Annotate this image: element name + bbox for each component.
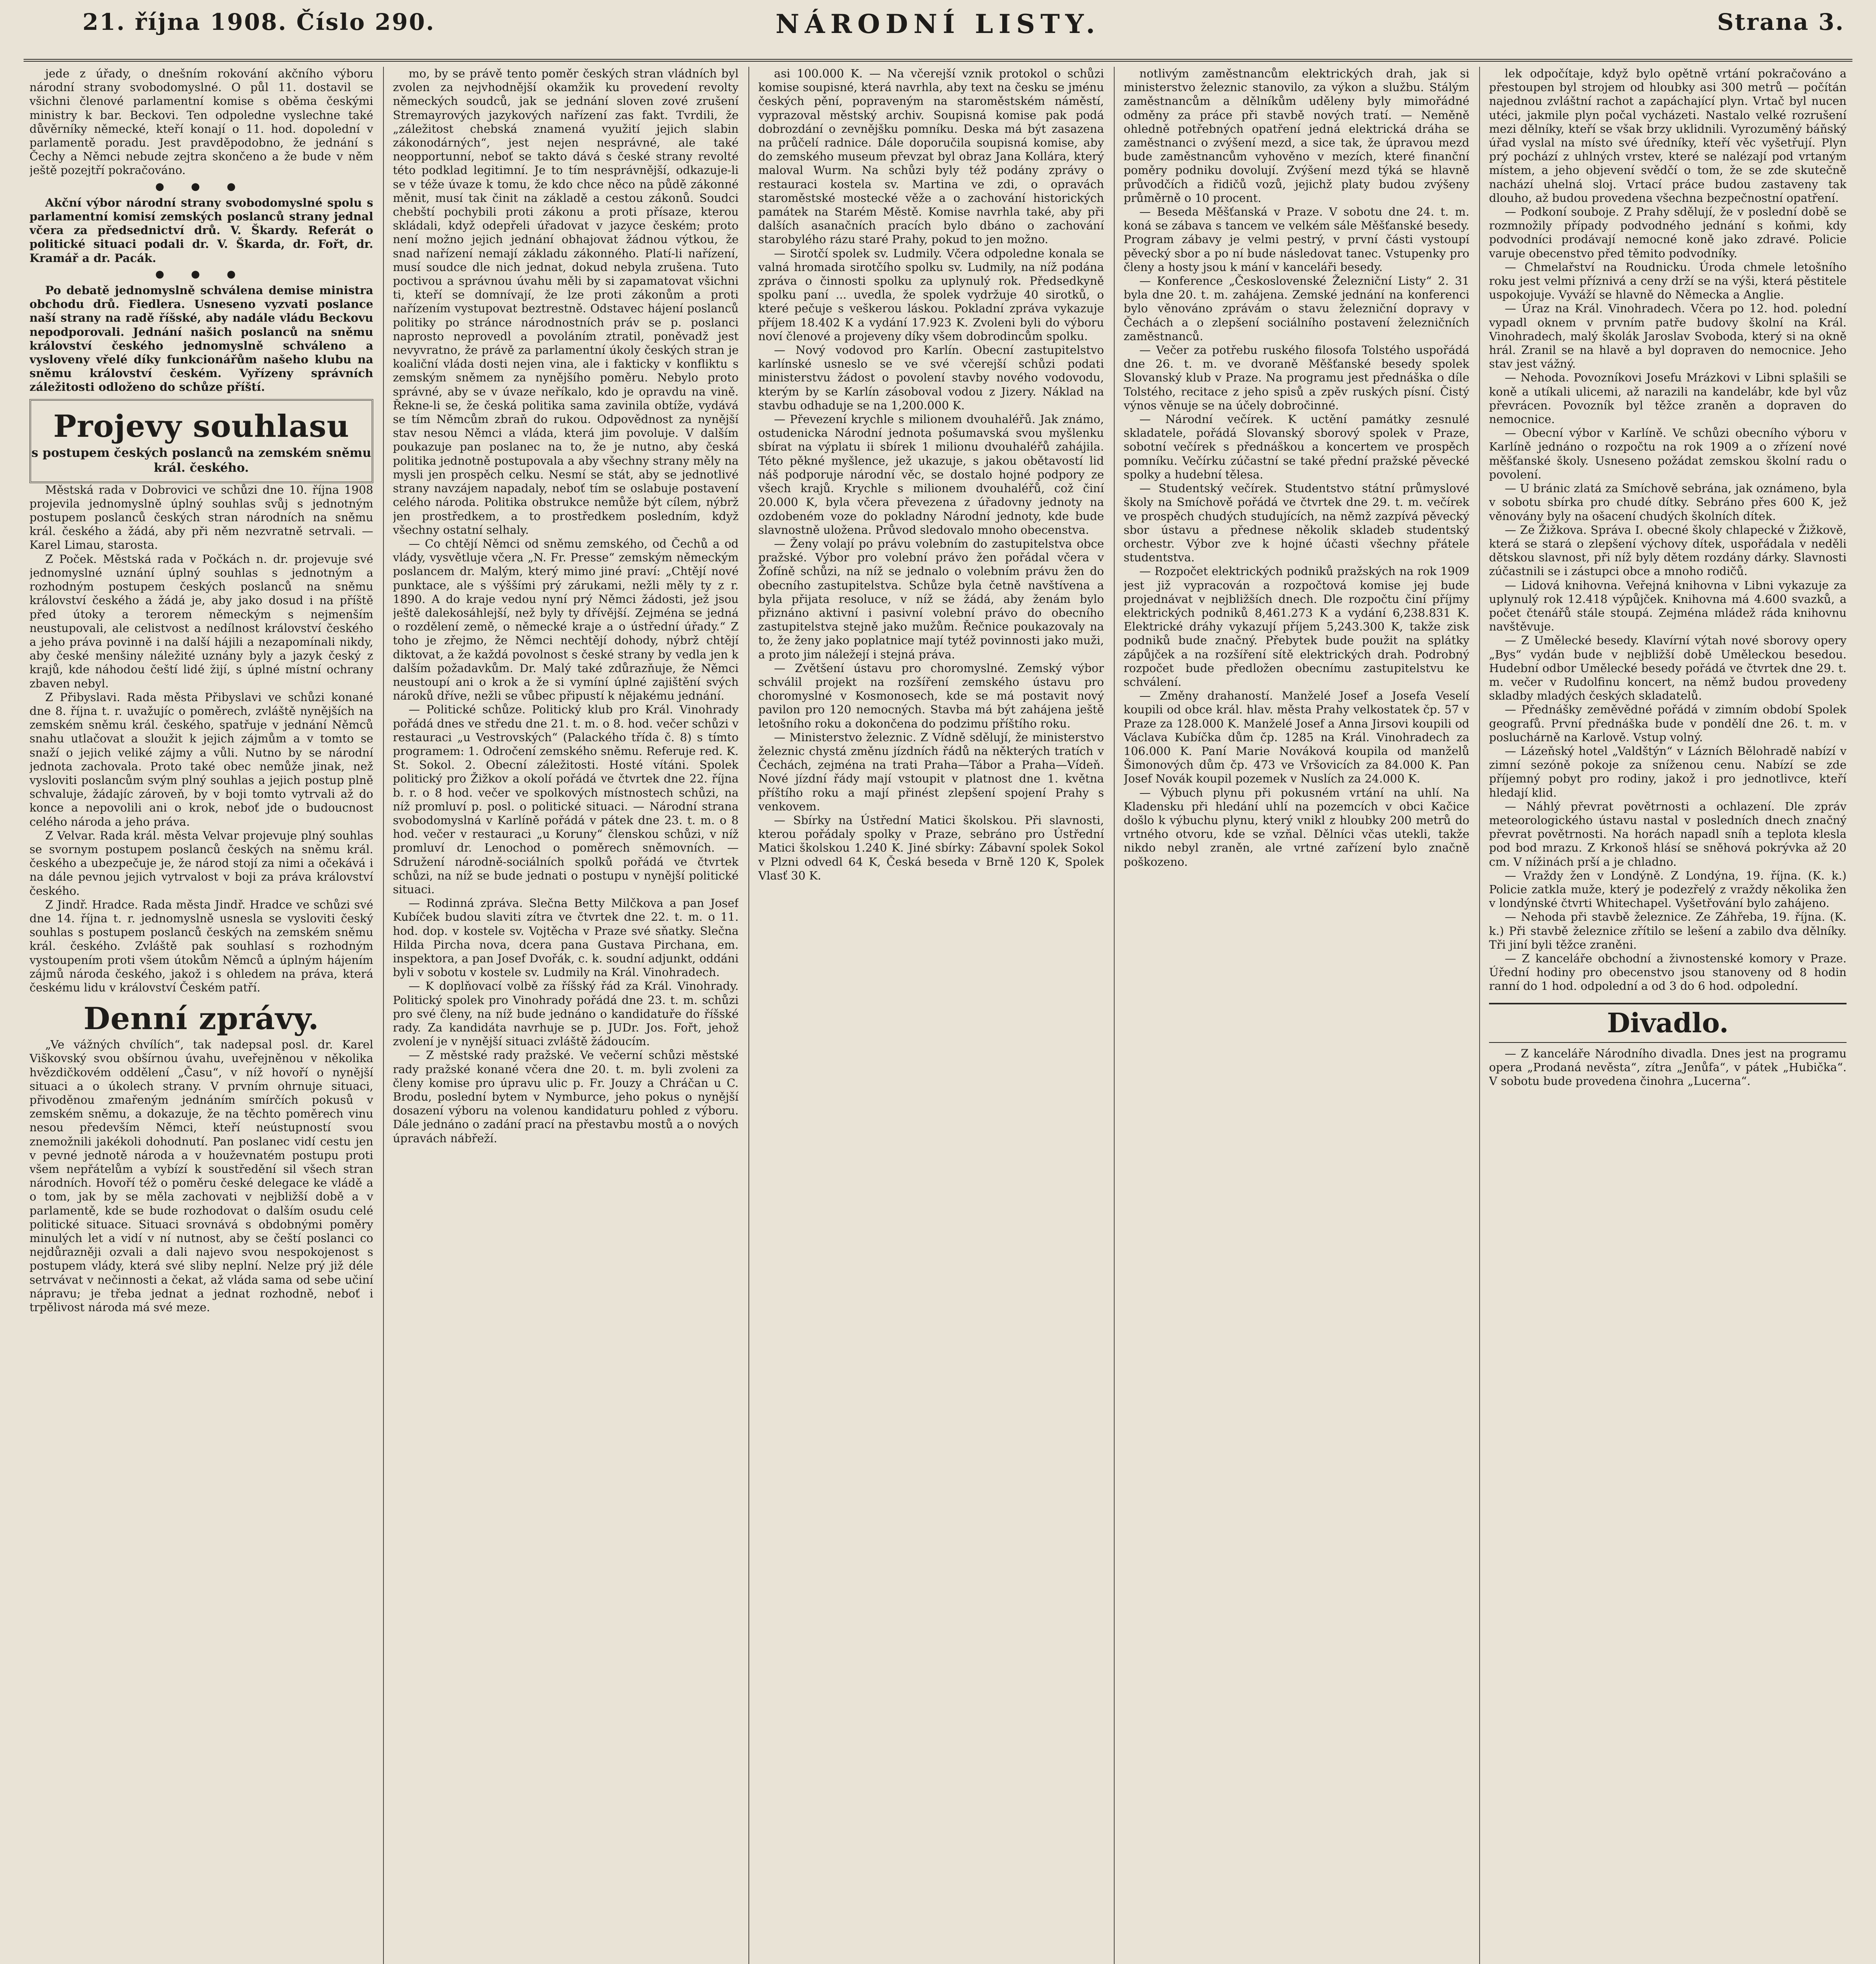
section-heading-divadlo: Divadlo. [1489, 1003, 1847, 1043]
paragraph: — Náhlý převrat povětrnosti a ochlazení. Dle zpráv meteorologického ústavu nastal v posledních dnech značný převrat povětrnosti. Na horách napadl sníh a teplota klesla pod bod mrazu. Z Krkonoš hlásí se sněhová pokrývka až 20 cm. V nížinách prší a je chladno. [1489, 799, 1847, 868]
column-1 [29, 67, 373, 1964]
paragraph: — Přednášky zeměvědné pořádá v zimním období Spolek geografů. První přednáška bude v pondělí dne 26. t. m. v posluchárně na Karlově. Vstup volný. [1489, 703, 1847, 744]
paragraph: Z Jindř. Hradce. Rada města Jindř. Hradce ve schůzi své dne 14. října t. r. jednomyslně usnesla se vysloviti český souhlas s postupem poslanců českých na zemském sněmu král. českého. Zvláště pak souhlasí s rozhodným vystoupením proti všem útokům Němců a úplným hájením zájmů národa českého, jakož i s ohledem na práva, která českému lidu v království Českém patří. [29, 898, 373, 994]
paragraph: — Chmelařství na Roudnicku. Úroda chmele letošního roku jest velmi příznivá a ceny drží se na výši, která pěstitele uspokojuje. Vyváží se hlavně do Německa a Anglie. [1489, 260, 1847, 302]
paragraph: — Rodinná zpráva. Slečna Betty Milčkova a pan Josef Kubíček budou slaviti zítra ve čtvrtek dne 22. t. m. o 11. hod. dop. v kostele sv. Vojtěcha v Praze své sňatky. Slečna Hilda Pircha nova, dcera pana Gustava Pirchana, em. inspektora, a pan Josef Dvořák, c. k. soudní adjunkt, oddáni byli v sobotu v kostele sv. Ludmily na Král. Vinohradech. [393, 896, 739, 979]
paragraph: — Sirotčí spolek sv. Ludmily. Včera odpoledne konala se valná hromada sirotčího spolku sv. Ludmily, na níž podána zpráva o činnosti spolku za uplynulý rok. Předsedkyně spolku paní ... uvedla, že spolek vydržuje 40 sirotků, o které pečuje s veškerou láskou. Pokladní zpráva vykazuje příjem 18.402 K a vydání 17.923 K. Zvoleni byli do výboru noví členové a projeveny díky všem dobrodincům spolku. [758, 246, 1104, 343]
column-rule [383, 67, 384, 1964]
paragraph: asi 100.000 K. — Na včerejší vznik protokol o schůzi komise soupisné, která navrhla, aby text na česku se jménu českých pění, popraveným na staroměstském náměstí, vyprazoval městský archiv. Soupisná komise pak podá dobrozdání o zevnějšku pomníku. Deska má být zasazena na průčelí radnice. Dále doporučila soupisná komise, aby do zemského museum převzat byl obraz Jana Kollára, který maloval Wurm. Na schůzi byly též podány zprávy o restauraci kostela sv. Martina ve zdi, o opravách staroměstské mostecké věže a o zachování historických památek na Starém Městě. Komise navrhla také, aby při dalších asanačních pracích bylo dbáno o zachování starobylého rázu staré Prahy, pokud to jen možno. [758, 67, 1104, 246]
section-heading-projevy: Projevy souhlasu [53, 408, 350, 444]
paragraph: Z Poček. Městská rada v Počkách n. dr. projevuje své jednomyslné uznání úplný souhlas s jednotným a rozhodným postupem českých poslanců na sněmu království českého a žádá je, aby jako dosud i na příště před útoky a terorem německým s nejmenším neustupovali, ale celistvost a nedílnost království českého a jeho práva povinně i na další hájili a nezapomínali nikdy, aby české menšiny náležité uznány byly a jazyk český z krajů, kde náhodou čeští lidé žijí, s úplné místní ochrany zbaven nebyl. [29, 552, 373, 690]
paragraph: — Studentský večírek. Studentstvo státní průmyslové školy na Smíchově pořádá ve čtvrtek dne 29. t. m. večírek ve prospěch chudých studujících, na němž zazpívá pěvecký sbor ústavu a přednese několik skladeb studentský orchestr. Výbor zve k hojné účasti všechny přátele studentstva. [1124, 482, 1469, 564]
paragraph: lek odpočítaje, když bylo opětně vrtání pokračováno a přestoupen byl strojem od hloubky asi 300 metrů — počítán najednou zvláštní rachot a zapáchající plyn. Vrtač byl nucen utéci, jakmile plyn počal vycházeti. Nastalo velké rozrušení mezi dělníky, kteří se však brzy uklidnili. Vyrozuměný báňský úřad vyslal na místo své úředníky, kteří věc vyšetřují. Plyn prý pochází z uhlných vrstev, které se nalézají pod vrtaným místem, a jeho objevení svědčí o tom, že se zde skutečně nachází uhelná sloj. Vrtací práce budou zastaveny tak dlouho, až budou provedena všechna bezpečnostní opatření. [1489, 67, 1847, 205]
paragraph: — Výbuch plynu při pokusném vrtání na uhlí. Na Kladensku při hledání uhlí na pozemcích v obci Kačice došlo k výbuchu plynu, který vnikl z hloubky 200 metrů do vrtného otvoru, kde se vzňal. Dělníci včas utekli, takže nikdo nebyl zraněn, ale vrtné zařízení bylo značně poškozeno. [1124, 786, 1469, 868]
paragraph: — Převezení krychle s milionem dvouhaléřů. Jak známo, ostudenicka Národní jednota pošumavská svou myšlenku sbírat na výplatu ii sbírek 1 milionu dvouhaléřů zahájila. Této pěkné myšlence, jež ukazuje, s jakou obětavostí lid náš podporuje národní věc, se dostalo hojné podpory ze všech krajů. Krychle s milionem dvouhaléřů, což činí 20.000 K, byla včera převezena z úřadovny jednoty na ozdobeném voze do pokladny Národní jednoty, kde bude slavnostně uložena. Průvod sledovalo mnoho obecenstva. [758, 412, 1104, 537]
column-rule [1114, 67, 1115, 1964]
paragraph: — Politické schůze. Politický klub pro Král. Vinohrady pořádá dnes ve středu dne 21. t. m. o 8. hod. večer schůzi v restauraci „u Vestrovských“ (Palackého třída č. 8) s tímto programem: 1. Odročení zemského sněmu. Referuje red. K. St. Sokol. 2. Obecní záležitosti. Hosté vítáni. Spolek politický pro Žižkov a okolí pořádá ve čtvrtek dne 22. října b. r. o 8 hod. večer ve spolkových místnostech schůzi, na níž promluví p. posl. o politické situaci. — Národní strana svobodomyslná v Karlíně pořádá v pátek dne 23. t. m. o 8 hod. večer v restauraci „u Koruny“ členskou schůzi, v níž promluví dr. Lenochod o poměrech sněmovních. — Sdružení národně-sociálních spolků pořádá ve čtvrtek schůzi, na níž se bude jednati o postupu v nynější politické situaci. [393, 703, 739, 896]
paragraph: Městská rada v Dobrovici ve schůzi dne 10. října 1908 projevila jednomyslně úplný souhlas svůj s jednotným postupem poslanců českých stran národních na sněmu král. českého a žádá, aby při něm nezvratně setrvali. — Karel Limau, starosta. [29, 483, 373, 552]
paragraph: — K doplňovací volbě za říšský řád za Král. Vinohrady. Politický spolek pro Vinohrady pořádá dne 23. t. m. schůzi pro své členy, na níž bude jednáno o kandidatuře do říšské rady. Za kandidáta navrhuje se p. JUDr. Jos. Fořt, jehož zvolení je v nynější situaci zvláště žádoucím. [393, 979, 739, 1048]
issue-date: 21. října 1908. Číslo 290. [83, 9, 435, 35]
paragraph: — Podkoní souboje. Z Prahy sdělují, že v poslední době se rozmnožily případy podvodného jednání s koňmi, kdy podvodníci prodávají nemocné koně jako zdravé. Policie varuje obecenstvo před těmito podvodníky. [1489, 205, 1847, 260]
paragraph: — Co chtějí Němci od sněmu zemského, od Čechů a od vlády, vysvětluje včera „N. Fr. Presse“ zemským německým poslancem dr. Malým, který mimo jiné praví: „Chtějí nové punktace, ale s výššími prý zárukami, nežli měly ty z r. 1890. A do kraje vedou nyní prý Němci žádosti, jež jsou ještě dalekosáhlejší, než byly ty dřívější. Zejména se jedná o rozdělení země, o německé kraje a o ústřední úřady.“ Z toho je zřejmo, že Němci nechtějí dohody, nýbrž chtějí diktovat, a že každá povolnost s české strany by vedla jen k dalším požadavkům. Dr. Malý také zdůrazňuje, že Němci neustoupí ani o krok a že si vymíní úplné zajištění svých nároků dříve, nežli se vůbec připustí k nějakému jednání. [393, 537, 739, 703]
page-number: Strana 3. [1717, 9, 1845, 35]
paragraph: — Nehoda při stavbě železnice. Ze Záhřeba, 19. října. (K. k.) Při stavbě železnice zřítilo se lešení a zabilo dva dělníky. Tři jiní byli těžce zraněni. [1489, 910, 1847, 951]
paragraph: — Lidová knihovna. Veřejná knihovna v Libni vykazuje za uplynulý rok 12.418 výpůjček. Knihovna má 4.600 svazků, a počet čtenářů stále stoupá. Zejména mládež ráda knihovnu navštěvuje. [1489, 578, 1847, 634]
paragraph: — Beseda Měšťanská v Praze. V sobotu dne 24. t. m. koná se zábava s tancem ve velkém sále Měšťanské besedy. Program zábavy je velmi pestrý, v první části vystoupí pěvecký sbor a po ní bude následovat tanec. Vstupenky pro členy a hosty jsou k mání v kanceláři besedy. [1124, 205, 1469, 274]
paragraph: — Večer za potřebu ruského filosofa Tolstého uspořádá dne 26. t. m. ve dvoraně Měšťanské besedy spolek Slovanský klub v Praze. Na programu jest přednáška o díle Tolstého, recitace z jeho spisů a zpěv ruských písní. Čistý výnos věnuje se na účely dobročinné. [1124, 343, 1469, 412]
paragraph: „Ve vážných chvílích“, tak nadepsal posl. dr. Karel Viškovský svou obšírnou úvahu, uveřejněnou v několika hvězdičkovém oddělení „Času“, v níž hovoří o nynější situaci a o úkolech strany. V prvním ohrnuje situaci, přivoděnou zmařeným jednáním smírčích pokusů v zemském sněmu, a dokazuje, že na těchto poměrech vinu nesou především Němci, kteří neústupností svou znemožnili jakékoli dohodnutí. Pan poslanec vidí cestu jen v pevné jednotě národa a v houževnatém postupu proti všem nepřátelům a vybízí k soustředění sil všech stran národních. Hovoří též o poměru české delegace ke vládě a o tom, jak by se měla zachovati v nejbližší době a v parlamentě, kde se bude rozhodovat o dalším osudu celé politické situace. Situaci srovnává s obdobnými poměry minulých let a vidí v ní nutnost, aby se čeští poslanci co nejdůrazněji ozvali a dali najevo svou nespokojenost s postupem vlády, která své sliby neplní. Nelze prý již déle setrvávat v nečinnosti a čekat, až vláda sama od sebe učiní nápravu; je třeba jednat a jednat rozhodně, neboť i trpělivost národa má své meze. [29, 1038, 373, 1314]
paragraph: — Z kanceláře Národního divadla. Dnes jest na programu opera „Prodaná nevěsta“, zítra „Jenůfa“, v pátek „Hubička“. V sobotu bude provedena činohra „Lucerna“. [1489, 1046, 1847, 1088]
column-5 [1489, 67, 1847, 1964]
paragraph: — Ze Žižkova. Správa I. obecné školy chlapecké v Žižkově, která se stará o zlepšení výchovy dítek, uspořádala v neděli dětskou slavnost, při níž byly dětem rozdány dárky. Slavnosti zúčastnili se i zástupci obce a mnoho rodičů. [1489, 523, 1847, 578]
paragraph: — Zvětšení ústavu pro choromyslné. Zemský výbor schválil projekt na rozšíření zemského ústavu pro choromyslné v Kosmonosech, kde se má postavit nový pavilon pro 120 nemocných. Stavba má být zahájena ještě letošního roku a dokončena do podzimu příštího roku. [758, 661, 1104, 730]
separator-dots: ● ● ● [155, 268, 248, 280]
notice-fiedler-resignation: Po debatě jednomyslně schválena demise ministra obchodu drů. Fiedlera. Usneseno vyzvati poslance naší strany na radě říšské, aby nadále vládu Beckovu nepodporovali. Jednání našich poslanců na sněmu království českého jednomyslně schváleno a vysloveny vřelé díky funkcionářům našeho klubu na sněmu království českém. Vyřízeny správních záležitosti odloženo do schůze příští. [29, 284, 373, 394]
column-rule [1479, 67, 1480, 1964]
paragraph: — Z Umělecké besedy. Klavírní výtah nové sborovy opery „Bys“ vydán bude v nejbližší době Uměleckou besedou. Hudební odbor Umělecké besedy pořádá ve čtvrtek dne 29. t. m. večer v Rudolfinu koncert, na němž budou provedeny skladby mladých českých skladatelů. [1489, 634, 1847, 703]
paragraph: — Nehoda. Povozníkovi Josefu Mrázkovi v Libni splašili se koně a utíkali ulicemi, až narazili na kandelábr, kde byl vůz převrácen. Povozník byl těžce zraněn a dopraven do nemocnice. [1489, 371, 1847, 426]
paragraph: mo, by se právě tento poměr českých stran vládních byl zvolen za nejvhodnější okamžik ku provedení revolty německých soudců, jak se jednání sloven zové zrušení Stremayrových jazykových nařízení zas fakt. Tvrdili, že „záležitost chebská znamená využití jejich slabin zákonodárných“, jest nejen nesprávné, ale také neopportunní, neboť se takto dává s české strany revolté této podklad legitimní. Je to tím nesprávnější, odkazuje-li se v téže úvaze k tomu, že kdo chce něco na půdě zákonné měnit, musí tak činit na základě a cestou zákonů. Soudci chebští pochybili proti zákonu a proti přísaze, kterou skládali, když odepřeli úřadovat v jazyce českém; proto není možno jejich jednání obhajovat žádnou výtkou, že snad nařízení nemají základu zákonného. Platí-li nařízení, musí soudce dle nich jednat, dokud nebyla zrušena. Tuto poctivou a správnou úvahu měli by si zapamatovat všichni ti, kteří se domnívají, že lze proti zákonům a proti nařízením vystupovat beztrestně. Odstavec hájení poslanců politiky po stránce národnostních práv se p. poslanci naprosto neprovedl a povoláním ztratil, poněvadž jest nevyvratno, že právě za parlamentní úkoly českých stran je koaliční vláda dosti nejen vina, ale i fakticky v konfliktu s zemským sněmem za nynějšího poměru. Nebylo proto správné, aby se v úvaze neříkalo, kdo je opravdu na vině. Řekne-li se, že česká politika sama zavinila obtíže, vydává se tím Němcům zbraň do rukou. Odpovědnost za nynější stav nesou Němci a vláda, která jim povoluje. V dalším poukazuje pan poslanec na to, že je nutno, aby česká politika jednotně postupovala a aby všechny strany měly na mysli jen prospěch celku. Nesmí se stát, aby se jednotlivé strany navzájem napadaly, neboť tím se oslabuje postavení celého národa. Politika obstrukce nemůže být cílem, nýbrž jen prostředkem, a to prostředkem posledním, když všechny ostatní selhaly. [393, 67, 739, 537]
page-header [24, 0, 1852, 62]
column-rule [748, 67, 749, 1964]
masthead: NÁRODNÍ LISTY. [776, 9, 1100, 39]
column-2 [393, 67, 739, 1964]
boxed-heading-block [29, 399, 373, 483]
paragraph: — Obecní výbor v Karlíně. Ve schůzi obecního výboru v Karlíně jednáno o rozpočtu na rok 1909 a o zřízení nové měšťanské školy. Usneseno požádat zemskou školní radu o povolení. [1489, 426, 1847, 481]
paragraph: Z Přibyslavi. Rada města Přibyslavi ve schůzi konané dne 8. října t. r. uvažujíc o poměrech, zvláště nynějších na zemském sněmu král. českého, spatřuje v jednání Němců snahu utlačovat a sloužit k jejich zájmům a v tomto se snaží o jejich veliké zájmy a vůli. Nutno by se národní jednota zachovala. Proto také obec nemůže jinak, než vysloviti poslancům svým plný souhlas a jejich postup plně schvaluje, žádajíc zároveň, by v boji tomto vytrvali až do konce a nepovolili ani o krok, neboť jde o budoucnost celého národa a jeho práva. [29, 690, 373, 828]
section-heading-denni-zpravy: Denní zprávy. [83, 1001, 319, 1037]
paragraph: — Ministerstvo železnic. Z Vídně sdělují, že ministerstvo železnic chystá změnu jízdních řádů na některých tratích v Čechách, zejména na trati Praha—Tábor a Praha—Vídeň. Nové jízdní řády mají vstoupit v platnost dne 1. května příštího roku a mají přinést zlepšení spojení Prahy s venkovem. [758, 730, 1104, 813]
paragraph: — Vraždy žen v Londýně. Z Londýna, 19. října. (K. k.) Policie zatkla muže, který je podezřelý z vraždy několika žen v londýnské čtvrti Whitechapel. Vyšetřování bylo zahájeno. [1489, 868, 1847, 910]
paragraph: — Sbírky na Ústřední Matici školskou. Při slavnosti, kterou pořádaly spolky v Praze, sebráno pro Ústřední Matici školskou 1.240 K. Jiné sbírky: Zábavní spolek Sokol v Plzni odvedl 64 K, Česká beseda v Brně 120 K, Spolek Vlasť 30 K. [758, 813, 1104, 882]
paragraph: — Nový vodovod pro Karlín. Obecní zastupitelstvo karlínské usneslo se ve své včerejší schůzi podati ministerstvu žádost o povolení stavby nového vodovodu, kterým by se Karlín zásoboval vodou z Jizery. Náklad na stavbu odhaduje se na 1,200.000 K. [758, 343, 1104, 412]
paragraph: — Konference „Československé Železniční Listy“ 2. 31 byla dne 20. t. m. zahájena. Zemské jednání na konferenci bylo věnováno zprávám o stavu železniční dopravy v Čechách a o zlepšení sociálního postavení železničních zaměstnanců. [1124, 274, 1469, 343]
paragraph: — Ženy volají po právu volebním do zastupitelstva obce pražské. Výbor pro volební právo žen pořádal včera v Žofíně schůzi, na níž se jednalo o volebním právu žen do obecního zastupitelstva. Schůze byla četně navštívena a byla přijata resoluce, v níž se žádá, aby ženám bylo přiznáno aktivní i pasivní volební právo do obecního zastupitelstva stejně jako mužům. Řečnice poukazovaly na to, že ženy jako poplatnice mají tytéž povinnosti jako muži, a proto jim náležejí i stejná práva. [758, 537, 1104, 661]
paragraph: — Úraz na Král. Vinohradech. Včera po 12. hod. polední vypadl oknem v prvním patře budovy školní na Král. Vinohradech, malý školák Jaroslav Svoboda, který si na okně hrál. Zranil se na hlavě a byl dopraven do nemocnice. Jeho stav jest vážný. [1489, 302, 1847, 371]
notice-action-committee: Akční výbor národní strany svobodomyslné spolu s parlamentní komisí zemských poslanců strany jednal včera za předsednictví drů. V. Škardy. Referát o politické situaci podali dr. V. Škarda, dr. Fořt, dr. Kramář a dr. Pacák. [29, 196, 373, 265]
paragraph: — Národní večírek. K uctění památky zesnulé skladatele, pořádá Slovanský sborový spolek v Praze, sobotní večírek s přednáškou a koncertem ve prospěch pomníku. Večírku zúčastní se také přední pražské pěvecké spolky a hudební tělesa. [1124, 412, 1469, 481]
paragraph: — Změny drahaností. Manželé Josef a Josefa Veselí koupili od obce král. hlav. města Prahy velkostatek čp. 57 v Praze za 128.000 K. Manželé Josef a Anna Jirsovi koupili od Václava Kubíčka dům čp. 1285 na Král. Vinohradech za 106.000 K. Paní Marie Nováková koupila od manželů Šimonových dům čp. 473 ve Vršovicích za 84.000 K. Pan Josef Novák koupil pozemek v Nuslích za 24.000 K. [1124, 689, 1469, 786]
separator-dots: ● ● ● [155, 180, 248, 192]
paragraph: — Lázeňský hotel „Valdštýn“ v Lázních Bělohradě nabízí v zimní sezóně pokoje za sníženou cenu. Nabízí se zde příjemný pobyt pro rodiny, jakož i pro jednotlivce, kteří hledají klid. [1489, 744, 1847, 799]
paragraph: — Z kanceláře obchodní a živnostenské komory v Praze. Úřední hodiny pro obecenstvo jsou stanoveny od 8 hodin ranní do 1 hod. odpolední a od 3 do 6 hod. odpolední. [1489, 952, 1847, 993]
paragraph: — U bránic zlatá za Smíchově sebrána, jak oznámeno, byla v sobotu sbírka pro chudé dítky. Sebráno přes 600 K, jež věnovány byly na ošacení chudých školních dítek. [1489, 482, 1847, 523]
intro-text: jede z úřady, o dnešním rokování akčního výboru národní strany svobodomyslné. O půl 11. dostavil se všichni členové parlamentní komise s oběma českými ministry k bar. Beckovi. Ten odpoledne vyslechne také důvěrníky německé, kteří konají o 11. hod. dopolední v parlamentě poradu. Jest pravděpodobno, že jednání s Čechy a Němci nebude zejtra skončeno a že bude v něm ještě pozejtří pokračováno. [29, 67, 373, 177]
paragraph: notlivým zaměstnancům elektrických drah, jak si ministerstvo železnic stanovilo, za výkon a službu. Stálým zaměstnancům a dělníkům uděleny byly mimořádné odměny za práce při stavbě nových tratí. — Neměně ohledně potřebných opatření jedná elektrická dráha se zaměstnanci o zvýšení mezd, a sice tak, že úpravou mezd bude zaměstnancům vyhověno v mezích, které finanční poměry podniku dovolují. Zvýšení mezd týká se hlavně průvodčích a řidičů vozů, jejichž platy budou zvýšeny průměrně o 10 procent. [1124, 67, 1469, 205]
column-3 [758, 67, 1104, 1964]
paragraph: — Rozpočet elektrických podniků pražských na rok 1909 jest již vypracován a rozpočtová komise jej bude projednávat v nejbližších dnech. Dle rozpočtu činí příjmy elektrických podniků 8,461.273 K a vydání 6,238.831 K. Elektrické dráhy vykazují příjem 5,243.300 K, takže zisk podniků bude značný. Přebytek bude použit na splátky zápůjček a na rozšíření sítě elektrických drah. Podrobný rozpočet bude předložen obecnímu zastupitelstvu ke schválení. [1124, 564, 1469, 689]
paragraph: Z Velvar. Rada král. města Velvar projevuje plný souhlas se svornym postupem poslanců českých na sněmu král. českého a ubezpečuje je, že národ stojí za nimi a očekává i na dále pevnou jejich vytrvalost v boji za práva království českého. [29, 828, 373, 898]
paragraph: — Z městské rady pražské. Ve večerní schůzi městské rady pražské konané včera dne 20. t. m. byli zvoleni za členy komise pro úpravu ulic p. Fr. Jouzy a Chráčan u C. Brodu, poslední bytem v Nymburce, jeho pokus o nynější dosazení výboru na volenou kandidaturu pohled z výboru. Dále jednáno o zadání prací na přestavbu mostů a o nových úpravách nábřeží. [393, 1048, 739, 1145]
column-4 [1124, 67, 1469, 1964]
section-subheading-projevy: s postupem českých poslanců na zemském sněmu král. českého. [31, 445, 371, 475]
